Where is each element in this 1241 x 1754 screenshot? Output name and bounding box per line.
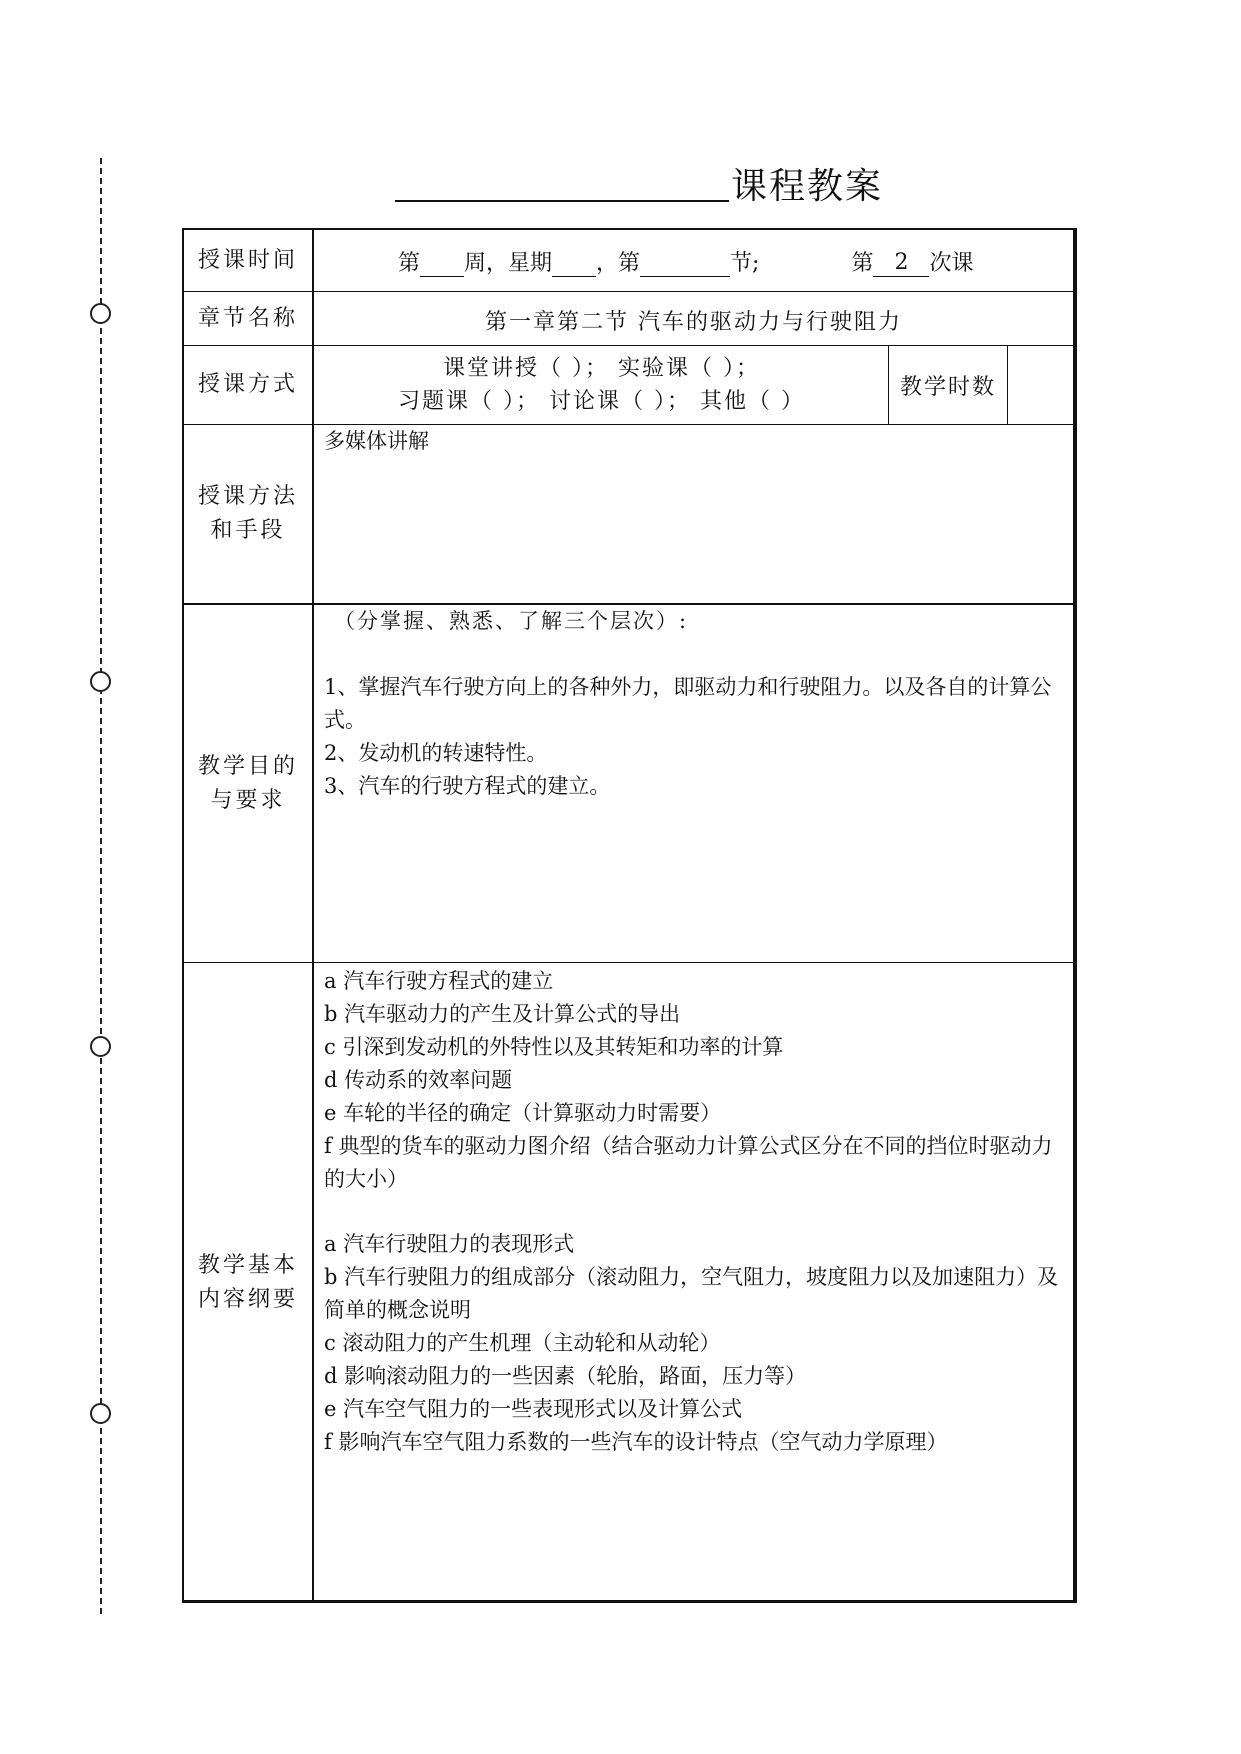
time-di: 第 [398,251,421,276]
objective-item: 3、汽车的行驶方程式的建立。 [324,774,611,798]
time-di2: 第 [851,251,874,276]
lesson-plan-table [182,228,1077,1603]
row-mode [184,346,1073,425]
chapter-value: 第一章第二节 汽车的驱动力与行驶阻力 [485,310,902,335]
binding-hole [90,671,111,692]
label-objectives-line1: 教学目的 [197,753,298,779]
label-method-line2: 和手段 [210,518,286,543]
outline-item: a 汽车行驶方程式的建立 [324,969,554,993]
outline-item: c 引深到发动机的外特性以及其转矩和功率的计算 [324,1035,784,1059]
method-content [314,425,1073,603]
time-comma-di: ，第 [596,251,641,276]
mode-options [314,352,889,418]
outline-item: d 传动系的效率问题 [324,1068,513,1092]
time-week-label: 周，星期 [464,251,553,276]
time-jie: 节; [730,251,760,276]
objective-item: 2、发动机的转速特性。 [324,741,548,765]
label-mode: 授课方式 [184,346,314,424]
chapter-content [314,292,1073,345]
period-blank[interactable] [640,250,730,277]
outline-group-1 [324,965,1063,1196]
outline-item: d 影响滚动阻力的一些因素（轮胎，路面，压力等） [324,1364,807,1388]
outline-item: b 汽车行驶阻力的组成部分（滚动阻力，空气阻力，坡度阻力以及加速阻力）及简单的概念说明 [324,1265,1059,1322]
row-method [184,425,1073,605]
time-content [314,230,1073,291]
weekday-blank[interactable] [552,250,596,277]
row-content [184,963,1073,1603]
objective-item: 1、掌握汽车行驶方向上的各种外力，即驱动力和行驶阻力。以及各自的计算公式。 [324,675,1052,732]
mode-options-line1: 课堂讲授（ ）； 实验课（ ）； [443,356,760,381]
page-title: 课程教案 [731,166,884,207]
outline-item: c 滚动阻力的产生机理（主动轮和从动轮） [324,1331,721,1355]
label-chapter: 章节名称 [184,292,314,345]
method-value: 多媒体讲解 [324,429,429,453]
row-objectives [184,605,1073,963]
objectives-content [314,605,1073,962]
label-content [184,963,314,1603]
time-lesson-unit: 次课 [929,251,974,276]
binding-hole [90,1403,111,1424]
label-objectives-line2: 与要求 [210,787,286,813]
label-method-line1: 授课方法 [197,484,298,509]
content-outline [314,963,1073,1603]
outline-item: a 汽车行驶阻力的表现形式 [324,1232,575,1256]
objectives-intro: （分掌握、熟悉、了解三个层次）: [334,609,689,633]
label-content-line2: 内容纲要 [197,1287,298,1312]
label-time: 授课时间 [184,230,314,291]
week-blank[interactable] [420,250,464,277]
label-method [184,425,314,603]
outline-item: f 典型的货车的驱动力图介绍（结合驱动力计算公式区分在不同的挡位时驱动力的大小） [324,1134,1053,1191]
outline-item: e 车轮的半径的确定（计算驱动力时需要） [324,1101,722,1125]
row-time [184,230,1073,292]
objectives-list [324,671,1063,803]
course-name-blank[interactable] [395,200,729,202]
label-objectives [184,605,314,962]
outline-item: f 影响汽车空气阻力系数的一些汽车的设计特点（空气动力学原理） [324,1430,948,1454]
hours-label: 教学时数 [888,346,1008,424]
binding-hole [90,1036,111,1057]
outline-group-2 [324,1228,1063,1459]
binding-hole [90,303,111,324]
row-chapter [184,292,1073,346]
page-title-block [395,158,915,207]
mode-content [314,346,1073,424]
lesson-number[interactable]: 2 [873,250,929,277]
hours-value[interactable] [1008,346,1073,424]
outline-item: e 汽车空气阻力的一些表现形式以及计算公式 [324,1397,743,1421]
mode-options-line2: 习题课（ ）； 讨论课（ ）； 其他（ ） [398,389,805,414]
outline-item: b 汽车驱动力的产生及计算公式的导出 [324,1002,681,1026]
label-content-line1: 教学基本 [197,1253,298,1278]
binding-dashed-line [100,158,102,1614]
